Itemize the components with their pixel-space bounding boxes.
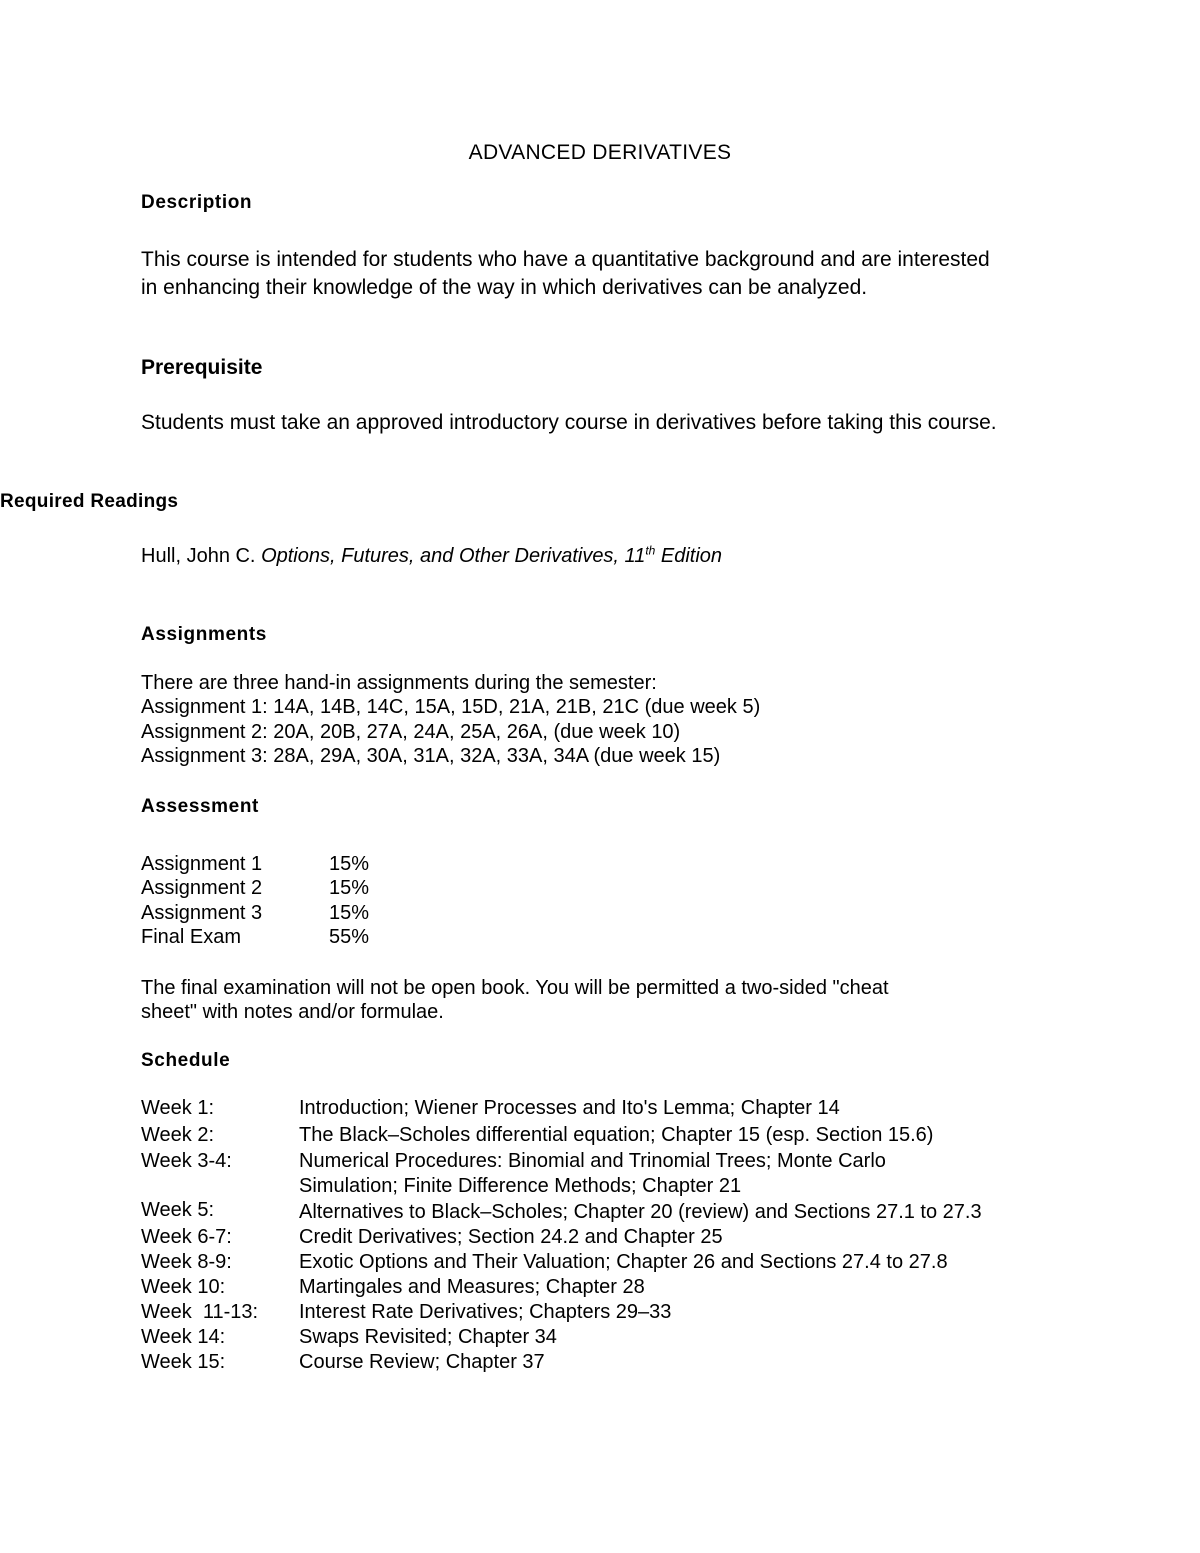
assessment-row-label: Assignment 2 <box>141 877 263 899</box>
assessment-row-label: Final Exam <box>141 926 242 948</box>
assignments-heading: Assignments <box>141 624 267 645</box>
description-heading: Description <box>141 192 253 213</box>
assessment-note: sheet" with notes and/or formulae. <box>141 1001 444 1023</box>
assessment-row-weight: 15% <box>329 902 370 924</box>
schedule-week: Week 6-7: <box>141 1226 232 1248</box>
reading-edition: Edition <box>655 545 723 567</box>
schedule-week: Week 8-9: <box>141 1251 232 1273</box>
schedule-topic: Martingales and Measures; Chapter 28 <box>299 1276 645 1298</box>
assessment-row-weight: 15% <box>329 853 370 875</box>
schedule-topic: The Black–Scholes differential equation; Chapter 15 (esp. Section 15.6) <box>299 1124 934 1146</box>
prerequisite-text: Students must take an approved introductory course in derivatives before taking this course. <box>141 411 997 434</box>
required-readings-heading: Required Readings <box>0 491 179 512</box>
required-reading-citation <box>141 545 722 568</box>
schedule-week: Week 10: <box>141 1276 226 1298</box>
schedule-heading: Schedule <box>141 1050 231 1071</box>
description-text: This course is intended for students who have a quantitative background and are interested in enhancing their knowledge of the way in which derivatives can be analyzed. <box>141 248 990 299</box>
assignments-intro: There are three hand-in assignments during the semester: <box>141 672 657 694</box>
reading-edition-superscript: th <box>645 543 656 558</box>
schedule-topic: Numerical Procedures: Binomial and Trinomial Trees; Monte Carlo <box>299 1150 886 1172</box>
assessment-row-label: Assignment 1 <box>141 853 263 875</box>
assignment-item: Assignment 2: 20A, 20B, 27A, 24A, 25A, 26A, (due week 10) <box>141 721 681 743</box>
document-title: ADVANCED DERIVATIVES <box>468 141 732 164</box>
schedule-week: Week 5: <box>141 1199 214 1221</box>
assignment-item: Assignment 3: 28A, 29A, 30A, 31A, 32A, 33A, 34A (due week 15) <box>141 745 721 767</box>
schedule-topic: Simulation; Finite Difference Methods; Chapter 21 <box>299 1175 742 1197</box>
schedule-topic: Alternatives to Black–Scholes; Chapter 20 (review) and Sections 27.1 to 27.3 <box>299 1201 982 1223</box>
prerequisite-heading: Prerequisite <box>141 356 263 379</box>
schedule-week: Week 11-13: <box>141 1301 259 1323</box>
assessment-row-weight: 15% <box>329 877 370 899</box>
schedule-week: Week 2: <box>141 1124 214 1146</box>
schedule-topic: Course Review; Chapter 37 <box>299 1351 545 1373</box>
assessment-row-label: Assignment 3 <box>141 902 263 924</box>
schedule-topic: Introduction; Wiener Processes and Ito's Lemma; Chapter 14 <box>299 1097 840 1119</box>
reading-book-title: Options, Futures, and Other Derivatives, 11 <box>261 545 646 567</box>
schedule-topic: Swaps Revisited; Chapter 34 <box>299 1326 557 1348</box>
schedule-topic: Interest Rate Derivatives; Chapters 29–33 <box>299 1301 672 1323</box>
schedule-topic: Exotic Options and Their Valuation; Chapter 26 and Sections 27.4 to 27.8 <box>299 1251 948 1273</box>
reading-author: Hull, John C. <box>141 545 262 567</box>
schedule-week: Week 3-4: <box>141 1150 232 1172</box>
assessment-note: The final examination will not be open book. You will be permitted a two-sided "cheat <box>141 977 889 999</box>
schedule-week: Week 14: <box>141 1326 226 1348</box>
assignment-item: Assignment 1: 14A, 14B, 14C, 15A, 15D, 21A, 21B, 21C (due week 5) <box>141 696 761 718</box>
schedule-topic: Credit Derivatives; Section 24.2 and Chapter 25 <box>299 1226 723 1248</box>
schedule-week: Week 1: <box>141 1097 214 1119</box>
assessment-row-weight: 55% <box>329 926 370 948</box>
schedule-week: Week 15: <box>141 1351 226 1373</box>
assessment-heading: Assessment <box>141 796 259 817</box>
